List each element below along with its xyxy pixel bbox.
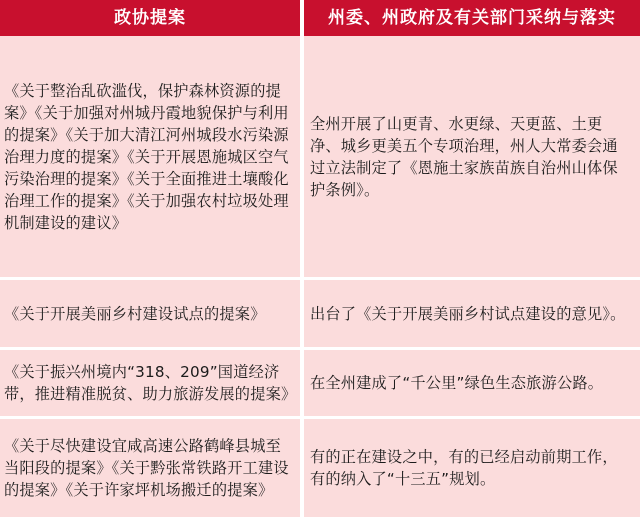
response-text: 有的正在建设之中，有的已经启动前期工作，有的纳入了“十三五”规划。 xyxy=(310,448,618,488)
table-row xyxy=(0,280,640,347)
header-proposals: 政协提案 xyxy=(114,8,186,28)
response-text: 全州开展了山更青、水更绿、天更蓝、土更净、城乡更美五个专项治理，州人大常委会通过立法制定了《恩施土家族苗族自治州山体保护条例》。 xyxy=(310,114,618,199)
response-cell xyxy=(304,36,640,277)
response-text: 在全州建成了“千公里”绿色生态旅游公路。 xyxy=(310,374,604,392)
proposal-text: 《关于开展美丽乡村建设试点的提案》 xyxy=(4,304,266,323)
proposal-text: 《关于尽快建设宜咸高速公路鹤峰县城至当阳段的提案》《关于黔张常铁路开工建设的提案》《关于许家坪机场搬迁的提案》 xyxy=(4,437,289,499)
proposal-text: 《关于整治乱砍滥伐，保护森林资源的提案》《关于加强对州城丹霞地貌保护与利用的提案》《关于加大清江河州城段水污染源治理力度的提案》《关于开展恩施城区空气污染治理的提案》《关于全面推进土壤酸化治理工作的提案》《关于加强农村垃圾处理机制建设的建议》 xyxy=(4,81,289,232)
proposal-cell xyxy=(0,280,300,347)
response-text: 出台了《关于开展美丽乡村试点建设的意见》。 xyxy=(310,304,626,323)
response-cell xyxy=(304,419,640,517)
response-cell xyxy=(304,280,640,347)
proposal-cell xyxy=(0,350,300,416)
table-row xyxy=(0,419,640,517)
header-adoption: 州委、州政府及有关部门采纳与落实 xyxy=(328,8,616,28)
proposal-cell xyxy=(0,419,300,517)
table-header xyxy=(0,0,640,36)
table-row xyxy=(0,350,640,416)
proposal-cell xyxy=(0,36,300,277)
response-cell xyxy=(304,350,640,416)
proposal-text: 《关于振兴州境内“318、209”国道经济带，推进精准脱贫、助力旅游发展的提案》 xyxy=(4,363,297,403)
table-row xyxy=(0,36,640,277)
